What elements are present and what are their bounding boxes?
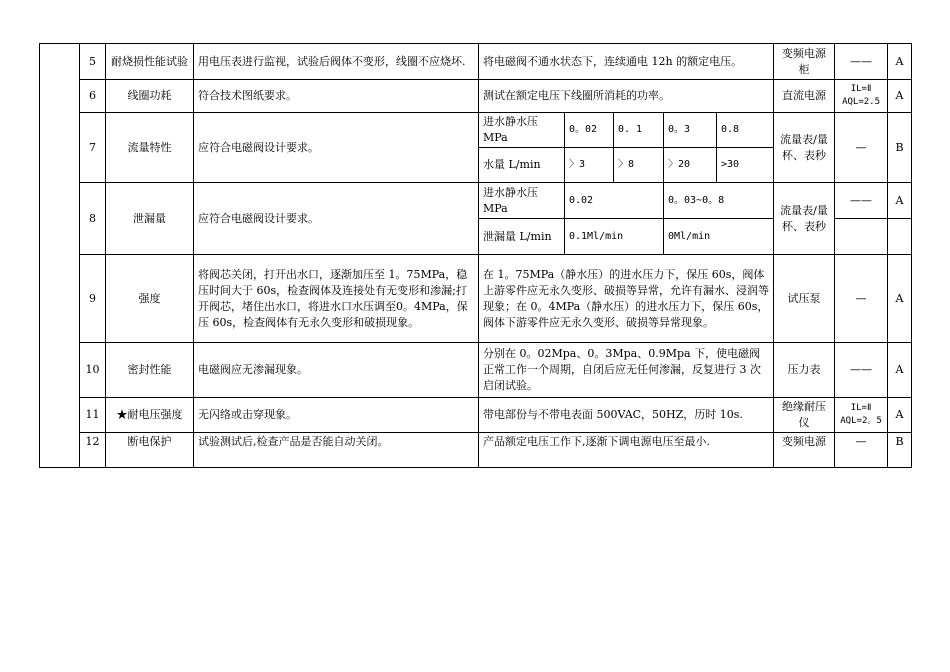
sampling-aql: AQL=2。5	[840, 416, 882, 426]
sampling-plan: —	[835, 255, 888, 343]
technical-requirement: 应符合电磁阀设计要求。	[194, 183, 479, 255]
test-item: 线圈功耗	[106, 80, 194, 113]
pressure-value: 0.02	[565, 183, 664, 219]
test-method: 带电部份与不带电表面 500VAC，50HZ，历时 10s.	[479, 398, 774, 433]
table-row	[40, 183, 912, 219]
pressure-value: 0。02	[565, 113, 614, 148]
row-number: 11	[80, 398, 106, 433]
defect-grade: A	[888, 183, 912, 219]
technical-requirement: 符合技术图纸要求。	[194, 80, 479, 113]
sampling-plan	[835, 80, 888, 113]
table-row	[40, 44, 912, 80]
flow-value: >30	[717, 148, 774, 183]
sampling-level: IL=Ⅱ	[850, 84, 872, 94]
sampling-level: IL=Ⅱ	[850, 403, 872, 413]
technical-requirement: 无闪络或击穿现象。	[194, 398, 479, 433]
table-row	[40, 255, 912, 343]
sampling-plan	[835, 398, 888, 433]
test-method: 产品额定电压工作下,逐渐下调电源电压至最小.	[479, 433, 774, 468]
empty-cell	[888, 219, 912, 255]
leak-value: 0.1Ml/min	[565, 219, 664, 255]
technical-requirement: 应符合电磁阀设计要求。	[194, 113, 479, 183]
technical-requirement: 试验测试后,检查产品是否能自动关闭。	[194, 433, 479, 468]
table-row	[40, 113, 912, 148]
table-row	[40, 80, 912, 113]
section-cell	[40, 44, 80, 468]
sampling-plan: —	[835, 113, 888, 183]
row-number: 10	[80, 343, 106, 398]
test-item: 强度	[106, 255, 194, 343]
table-row	[40, 433, 912, 468]
leak-label: 泄漏量 L/min	[479, 219, 565, 255]
sampling-plan: ——	[835, 183, 888, 219]
pressure-label: 进水静水压 MPa	[479, 113, 565, 148]
test-method: 分别在 0。02Mpa、0。3Mpa、0.9Mpa 下，使电磁阀正常工作一个周期，自闭后应无任何渗漏，反复进行 3 次启闭试验。	[479, 343, 774, 398]
leak-value: 0Ml/min	[664, 219, 774, 255]
row-number: 5	[80, 44, 106, 80]
technical-requirement: 将阀芯关闭，打开出水口，逐渐加压至 1。75MPa，稳压时间大于 60s，检查阀体及连接处有无变形和渗漏;打开阀芯，堵住出水口，将进水口水压调至0。4MPa，保压 60s，检查阀体有无永久变形和破损现象。	[194, 255, 479, 343]
flow-label: 水量 L/min	[479, 148, 565, 183]
pressure-label: 进水静水压 MPa	[479, 183, 565, 219]
row-number: 6	[80, 80, 106, 113]
flow-value: 〉3	[565, 148, 614, 183]
test-equipment: 流量表/量杯、表秒	[774, 183, 835, 255]
row-number: 8	[80, 183, 106, 255]
test-item: 耐烧损性能试验	[106, 44, 194, 80]
flow-value: 〉8	[614, 148, 664, 183]
test-equipment: 试压泵	[774, 255, 835, 343]
row-number: 7	[80, 113, 106, 183]
test-item: ★耐电压强度	[106, 398, 194, 433]
row-number: 12	[80, 433, 106, 468]
sampling-plan: ——	[835, 44, 888, 80]
empty-cell	[835, 219, 888, 255]
test-equipment: 流量表/量杯、表秒	[774, 113, 835, 183]
pressure-value: 0。3	[664, 113, 717, 148]
flow-value: 〉20	[664, 148, 717, 183]
defect-grade: A	[888, 398, 912, 433]
defect-grade: A	[888, 44, 912, 80]
table-row	[40, 343, 912, 398]
defect-grade: A	[888, 255, 912, 343]
table-row	[40, 398, 912, 433]
test-method: 将电磁阀不通水状态下，连续通电 12h 的额定电压。	[479, 44, 774, 80]
technical-requirement: 电磁阀应无渗漏现象。	[194, 343, 479, 398]
sampling-plan: ——	[835, 343, 888, 398]
test-item: 泄漏量	[106, 183, 194, 255]
pressure-value: 0. 1	[614, 113, 664, 148]
test-equipment: 直流电源	[774, 80, 835, 113]
defect-grade: A	[888, 343, 912, 398]
test-equipment: 变频电源	[774, 433, 835, 468]
test-equipment: 变频电源柜	[774, 44, 835, 80]
pressure-value: 0.8	[717, 113, 774, 148]
inspection-table	[39, 43, 912, 468]
test-method: 测试在额定电压下线圈所消耗的功率。	[479, 80, 774, 113]
test-equipment: 绝缘耐压仪	[774, 398, 835, 433]
pressure-value: 0。03~0。8	[664, 183, 774, 219]
test-item: 密封性能	[106, 343, 194, 398]
sampling-plan: —	[835, 433, 888, 468]
test-method: 在 1。75MPa（静水压）的进水压力下，保压 60s，阀体上游零件应无永久变形、破损等异常，允许有漏水、浸润等现象；在 0。4MPa（静水压）的进水压力下，保压 60s，阀体下游零件应无永久变形、破损等异常现象。	[479, 255, 774, 343]
defect-grade: A	[888, 80, 912, 113]
row-number: 9	[80, 255, 106, 343]
test-equipment: 压力表	[774, 343, 835, 398]
test-item: 流量特性	[106, 113, 194, 183]
test-item: 断电保护	[106, 433, 194, 468]
sampling-aql: AQL=2.5	[842, 97, 880, 107]
technical-requirement: 用电压表进行监视，试验后阀体不变形，线圈不应烧坏.	[194, 44, 479, 80]
defect-grade: B	[888, 113, 912, 183]
defect-grade: B	[888, 433, 912, 468]
